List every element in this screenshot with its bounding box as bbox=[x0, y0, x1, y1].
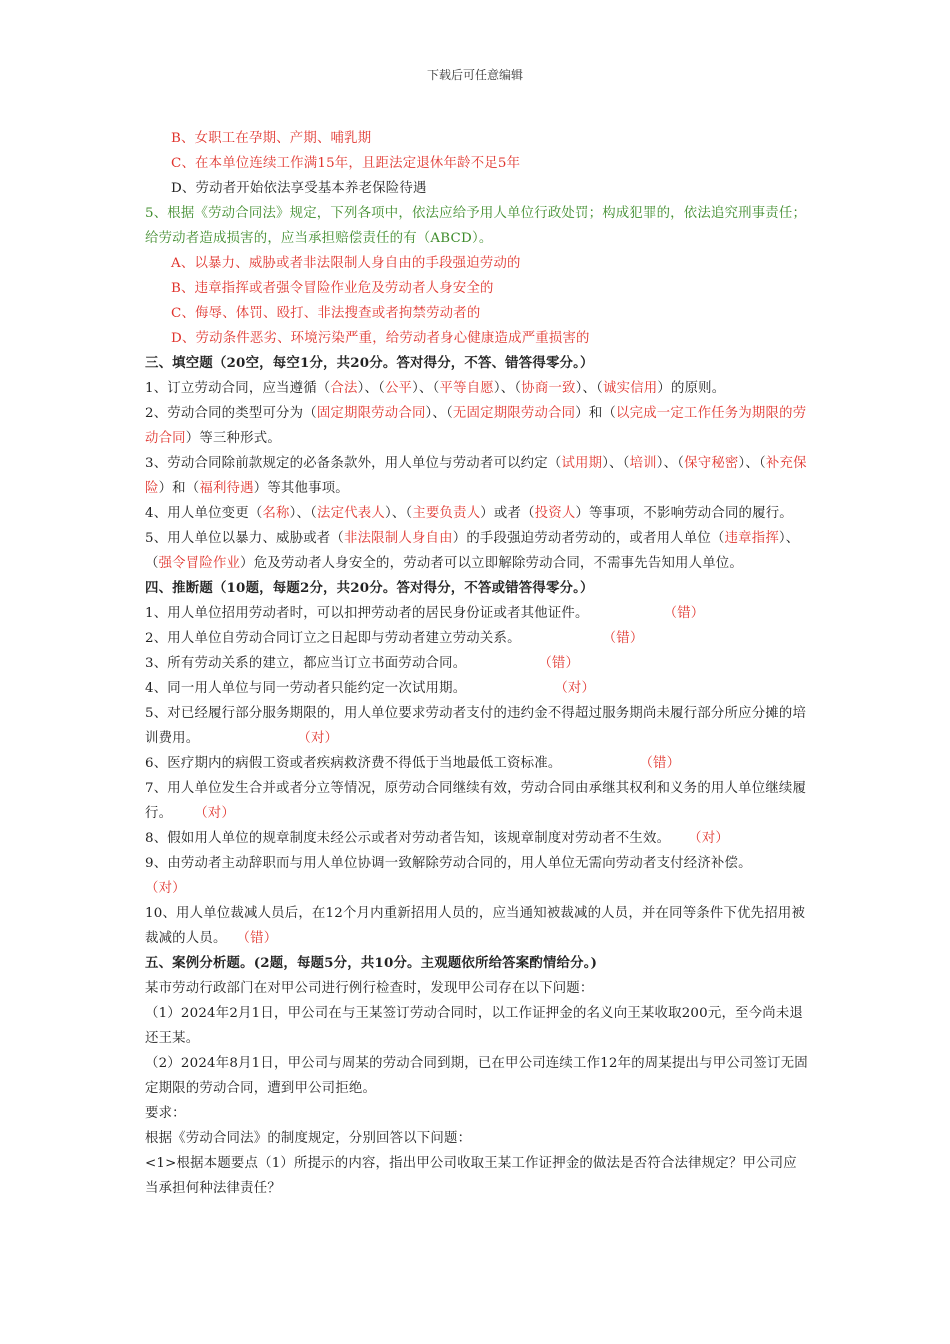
answer: （对） bbox=[145, 881, 186, 896]
answer: （对） bbox=[194, 806, 235, 821]
judge-question-1: 1、用人单位招用劳动者时，可以扣押劳动者的居民身份证或者其他证件。 （错） bbox=[145, 606, 705, 621]
answer: （错） bbox=[663, 606, 705, 621]
judge-question-5: 5、对已经履行部分服务期限的，用人单位要求劳动者支付的违约金不得超过服务期尚未履行部分所应分摊的培训费用。 （对） bbox=[145, 706, 807, 746]
answer: （错） bbox=[602, 631, 644, 646]
judge-question-6: 6、医疗期内的病假工资或者疾病救济费不得低于当地最低工资标准。 （错） bbox=[145, 756, 681, 771]
answer: 主要负责人 bbox=[412, 506, 481, 521]
answer: 违章指挥 bbox=[724, 531, 779, 546]
answer: 强令冒险作业 bbox=[158, 556, 241, 571]
answer: （对） bbox=[688, 831, 729, 846]
section-5-title: 五、案例分析题。(2题，每题5分，共10分。主观题依所给答案酌情给分。) bbox=[145, 955, 598, 971]
answer: 合法 bbox=[330, 381, 358, 396]
answer: （对） bbox=[297, 731, 339, 746]
answer: （对） bbox=[554, 681, 596, 696]
answer: 固定期限劳动合同 bbox=[316, 406, 426, 421]
answer: （错） bbox=[639, 756, 681, 771]
judge-question-3: 3、所有劳动关系的建立，都应当订立书面劳动合同。 （错） bbox=[145, 656, 580, 671]
judge-question-8: 8、假如用人单位的规章制度未经公示或者对劳动者告知，该规章制度对劳动者不生效。 （对） bbox=[145, 831, 729, 846]
case-point-2: （2）2024年8月1日，甲公司与周某的劳动合同到期，已在甲公司连续工作12年的周某提出与甲公司签订无固定期限的劳动合同，遭到甲公司拒绝。 bbox=[145, 1056, 808, 1096]
answer: 名称 bbox=[262, 506, 290, 521]
requirement-label: 要求： bbox=[145, 1106, 186, 1121]
answer: 投资人 bbox=[534, 506, 576, 521]
q5-option-d: D、劳动条件恶劣、环境污染严重，给劳动者身心健康造成严重损害的 bbox=[171, 331, 590, 346]
page-header: 下载后可任意编辑 bbox=[426, 68, 523, 82]
answer: （错） bbox=[538, 656, 580, 671]
answer: （错） bbox=[236, 931, 278, 946]
q5-option-b: B、违章指挥或者强令冒险作业危及劳动者人身安全的 bbox=[171, 281, 494, 296]
fill-question-5: 5、用人单位以暴力、威胁或者（非法限制人身自由）的手段强迫劳动者劳动的，或者用人单位（违章指挥）、（强令冒险作业）危及劳动者人身安全的，劳动者可以立即解除劳动合同，不需事先告知用人单位。 bbox=[145, 531, 800, 571]
option-c-prev: C、在本单位连续工作满15年，且距法定退休年龄不足5年 bbox=[171, 156, 521, 171]
fill-question-3: 3、劳动合同除前款规定的必备条款外，用人单位与劳动者可以约定（试用期）、（培训）、（保守秘密）、（补充保险）和（福利待遇）等其他事项。 bbox=[145, 456, 807, 496]
answer: 保守秘密 bbox=[684, 456, 739, 471]
answer: 法定代表人 bbox=[317, 506, 385, 521]
judge-question-4: 4、同一用人单位与同一劳动者只能约定一次试用期。 （对） bbox=[145, 681, 596, 696]
fill-question-2: 2、劳动合同的类型可分为（固定期限劳动合同）、（无固定期限劳动合同）和（以完成一定工作任务为期限的劳动合同）等三种形式。 bbox=[145, 406, 807, 446]
answer: 平等自愿 bbox=[439, 381, 494, 396]
answer: 以完成一定工作任务为期限的劳动合同 bbox=[145, 406, 807, 446]
case-intro: 某市劳动行政部门在对甲公司进行例行检查时，发现甲公司存在以下问题： bbox=[145, 981, 594, 996]
case-point-1: （1）2024年2月1日，甲公司在与王某签订劳动合同时，以工作证押金的名义向王某收取200元，至今尚未退还王某。 bbox=[145, 1006, 803, 1046]
answer: 诚实信用 bbox=[603, 381, 658, 396]
judge-question-7: 7、用人单位发生合并或者分立等情况，原劳动合同继续有效，劳动合同由承继其权利和义务的用人单位继续履行。 （对） bbox=[145, 781, 807, 821]
judge-question-9: 9、由劳动者主动辞职而与用人单位协调一致解除劳动合同的，用人单位无需向劳动者支付经济补偿。（对） bbox=[145, 856, 752, 896]
section-4-title: 四、推断题（10题，每题2分，共20分。答对得分，不答或错答得零分。） bbox=[145, 580, 594, 596]
option-b-prev: B、女职工在孕期、产期、哺乳期 bbox=[171, 131, 372, 146]
q5-option-c: C、侮辱、体罚、殴打、非法搜查或者拘禁劳动者的 bbox=[171, 306, 481, 321]
answer: 试用期 bbox=[561, 456, 603, 471]
requirement-text: 根据《劳动合同法》的制度规定，分别回答以下问题： bbox=[145, 1131, 472, 1146]
q5-option-a: A、以暴力、威胁或者非法限制人身自由的手段强迫劳动的 bbox=[171, 256, 521, 271]
judge-question-2: 2、用人单位自劳动合同订立之日起即与劳动者建立劳动关系。 （错） bbox=[145, 631, 644, 646]
fill-question-1: 1、订立劳动合同，应当遵循（合法）、（公平）、（平等自愿）、（协商一致）、（诚实信用）的原则。 bbox=[145, 381, 726, 396]
judge-question-10: 10、用人单位裁减人员后，在12个月内重新招用人员的，应当通知被裁减的人员，并在同等条件下优先招用被裁减的人员。 （错） bbox=[145, 906, 806, 946]
option-d-prev: D、劳动者开始依法享受基本养老保险待遇 bbox=[171, 181, 427, 196]
question-5: 5、根据《劳动合同法》规定，下列各项中，依法应给予用人单位行政处罚；构成犯罪的，依法追究刑事责任；给劳动者造成损害的，应当承担赔偿责任的有（ABCD）。 bbox=[145, 206, 807, 246]
fill-question-4: 4、用人单位变更（名称）、（法定代表人）、（主要负责人）或者（投资人）等事项，不影响劳动合同的履行。 bbox=[145, 506, 793, 521]
answer: 公平 bbox=[384, 381, 413, 396]
section-3-title: 三、填空题（20空，每空1分，共20分。答对得分，不答、错答得零分。） bbox=[145, 355, 594, 371]
answer: 培训 bbox=[629, 456, 657, 471]
answer: 非法限制人身自由 bbox=[344, 531, 453, 546]
answer: 无固定期限劳动合同 bbox=[452, 406, 576, 421]
document-body bbox=[145, 126, 810, 1201]
answer: 协商一致 bbox=[521, 381, 576, 396]
case-question-1: <1>根据本题要点（1）所提示的内容，指出甲公司收取王某工作证押金的做法是否符合法律规定？甲公司应当承担何种法律责任？ bbox=[145, 1156, 797, 1196]
answer: 补充保险 bbox=[145, 456, 807, 496]
answer: 福利待遇 bbox=[199, 481, 254, 496]
